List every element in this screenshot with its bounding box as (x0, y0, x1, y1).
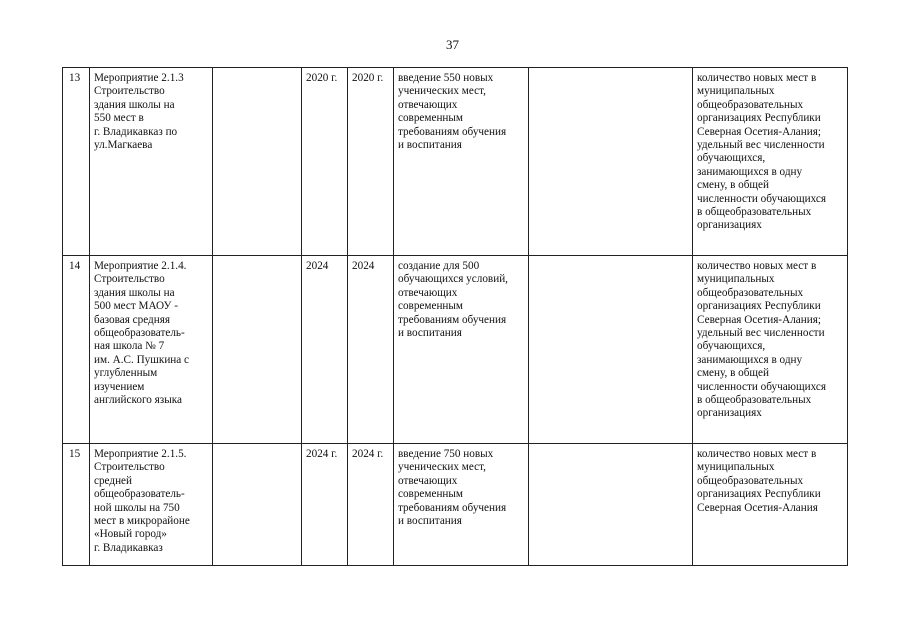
start-year: 2024 (302, 256, 348, 444)
page-number: 37 (446, 37, 459, 52)
end-year: 2024 (348, 256, 394, 444)
end-year: 2024 г. (348, 444, 394, 566)
executor-cell (213, 68, 302, 256)
indicator-link: количество новых мест в муниципальных общеобразовательных организациях Республики Северная Осетия-Алания; удельный вес численности обучающихся, занимающихся в одну смену, в общей численности обучающихся в общеобразовательных организациях (693, 256, 848, 444)
activity-name: Мероприятие 2.1.5. Строительство средней общеобразователь- ной школы на 750 мест в микрорайоне «Новый город» г. Владикавказ (90, 444, 213, 566)
table-row (63, 256, 848, 444)
expected-result: создание для 500 обучающихся условий, отвечающих современным требованиям обучения и воспитания (394, 256, 529, 444)
start-year: 2020 г. (302, 68, 348, 256)
row-number: 14 (63, 256, 90, 444)
row-number: 15 (63, 444, 90, 566)
activity-name: Мероприятие 2.1.3 Строительство здания школы на 550 мест в г. Владикавказ по ул.Магкаева (90, 68, 213, 256)
consequences-cell (529, 68, 693, 256)
table-row (63, 68, 848, 256)
activities-table (62, 67, 848, 566)
indicator-link: количество новых мест в муниципальных общеобразовательных организациях Республики Северная Осетия-Алания (693, 444, 848, 566)
consequences-cell (529, 256, 693, 444)
start-year: 2024 г. (302, 444, 348, 566)
executor-cell (213, 444, 302, 566)
consequences-cell (529, 444, 693, 566)
indicator-link: количество новых мест в муниципальных общеобразовательных организациях Республики Северная Осетия-Алания; удельный вес численности обучающихся, занимающихся в одну смену, в общей численности обучающихся в общеобразовательных организациях (693, 68, 848, 256)
row-number: 13 (63, 68, 90, 256)
expected-result: введение 550 новых ученических мест, отвечающих современным требованиям обучения и воспитания (394, 68, 529, 256)
activity-name: Мероприятие 2.1.4. Строительство здания школы на 500 мест МАОУ - базовая средняя общеобразователь- ная школа № 7 им. А.С. Пушкина с углубленным изучением английского языка (90, 256, 213, 444)
executor-cell (213, 256, 302, 444)
expected-result: введение 750 новых ученических мест, отвечающих современным требованиям обучения и воспитания (394, 444, 529, 566)
table-row (63, 444, 848, 566)
end-year: 2020 г. (348, 68, 394, 256)
